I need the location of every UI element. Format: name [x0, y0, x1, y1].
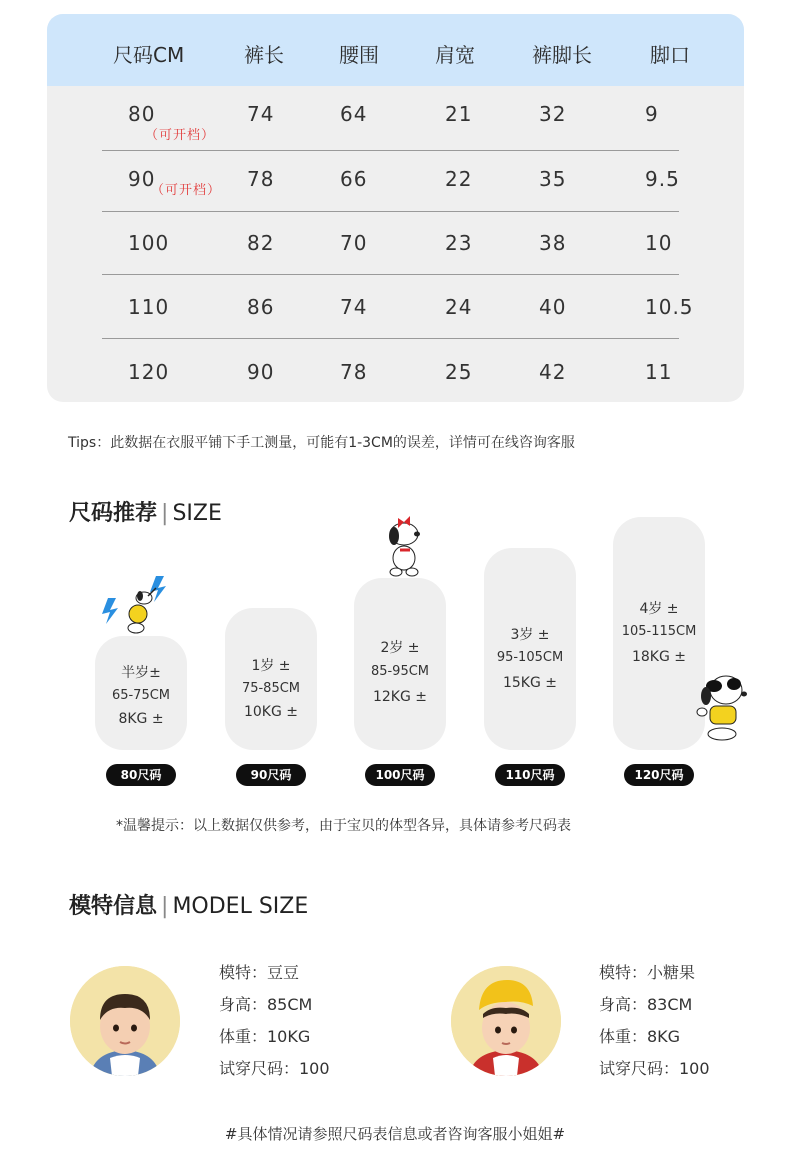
cartoon-dog-sunglasses-icon	[692, 668, 752, 744]
cell-size: 100	[128, 231, 170, 255]
cell-waist: 78	[340, 360, 368, 384]
model-fit-size: 试穿尺码：100	[219, 1059, 330, 1078]
model-height: 身高：85CM	[219, 995, 313, 1014]
cell-size: 110	[128, 295, 170, 319]
cell-hem: 11	[645, 360, 673, 384]
cell-leg-length: 42	[539, 360, 567, 384]
title-separator: |	[161, 894, 169, 919]
model-height: 身高：83CM	[599, 995, 693, 1014]
cell-shoulder: 24	[445, 295, 473, 319]
cell-pants-length: 82	[247, 231, 275, 255]
size-card-90	[225, 608, 317, 750]
cell-pants-length: 78	[247, 167, 275, 191]
header-waist: 腰围	[339, 43, 379, 67]
size-card-weight: 18KG ±	[631, 649, 687, 665]
cell-size: 120	[128, 360, 170, 384]
cell-leg-length: 32	[539, 102, 567, 126]
cell-hem: 9.5	[645, 167, 680, 191]
cell-shoulder: 25	[445, 360, 473, 384]
header-size: 尺码CM	[113, 43, 185, 67]
cell-waist: 66	[340, 167, 368, 191]
open-crotch-note: （可开档）	[151, 183, 222, 198]
cell-leg-length: 40	[539, 295, 567, 319]
footer-note: #具体情况请参照尺码表信息或者咨询客服小姐姐#	[224, 1125, 566, 1143]
size-recommend-title	[69, 496, 222, 527]
cell-pants-length: 74	[247, 102, 275, 126]
cell-waist: 64	[340, 102, 368, 126]
size-card-height: 105-115CM	[621, 624, 697, 639]
size-table	[47, 14, 744, 402]
child-portrait-icon	[451, 966, 561, 1076]
row-divider	[102, 150, 679, 151]
cell-shoulder: 22	[445, 167, 473, 191]
title-separator: |	[161, 501, 169, 526]
model-info-title-cn: 模特信息	[69, 894, 158, 919]
size-badge-110: 110尺码	[495, 764, 565, 786]
model-name: 模特：小糖果	[599, 963, 696, 982]
table-row	[47, 231, 744, 293]
model-weight: 体重：10KG	[219, 1027, 311, 1046]
size-card-age: 3岁 ±	[510, 627, 550, 643]
cartoon-dog-bow-icon	[380, 512, 428, 578]
cell-hem: 10	[645, 231, 673, 255]
cell-leg-length: 35	[539, 167, 567, 191]
table-row	[47, 167, 744, 229]
size-card-height: 85-95CM	[370, 664, 430, 679]
size-badge-90: 90尺码	[236, 764, 306, 786]
size-card-age: 1岁 ±	[251, 658, 291, 674]
model-weight: 体重：8KG	[599, 1027, 681, 1046]
size-card-age: 2岁 ±	[380, 640, 420, 656]
cell-size: 90	[128, 167, 156, 191]
open-crotch-note: （可开档）	[145, 128, 216, 143]
cell-size: 80	[128, 102, 156, 126]
size-table-header	[47, 14, 744, 86]
table-row	[47, 102, 744, 164]
size-recommend-title-cn: 尺码推荐	[69, 501, 158, 526]
row-divider	[102, 338, 679, 339]
model-info-title-en: MODEL SIZE	[172, 894, 309, 919]
size-card-weight: 8KG ±	[118, 711, 164, 727]
size-badge-120: 120尺码	[624, 764, 694, 786]
child-portrait-icon	[70, 966, 180, 1076]
size-card-weight: 12KG ±	[372, 689, 428, 705]
cell-leg-length: 38	[539, 231, 567, 255]
cartoon-dog-jumping-icon	[100, 574, 176, 638]
model-name: 模特：豆豆	[219, 963, 300, 982]
cell-hem: 10.5	[645, 295, 694, 319]
table-row	[47, 295, 744, 357]
row-divider	[102, 211, 679, 212]
row-divider	[102, 274, 679, 275]
header-leg-length: 裤脚长	[532, 43, 592, 67]
cell-shoulder: 21	[445, 102, 473, 126]
model-avatar	[70, 966, 180, 1076]
measurement-tips: Tips：此数据在衣服平铺下手工测量，可能有1-3CM的误差，详情可在线咨询客服	[68, 435, 575, 451]
size-card-weight: 15KG ±	[502, 675, 558, 691]
model-info-title	[69, 889, 308, 920]
size-badge-100: 100尺码	[365, 764, 435, 786]
size-disclaimer: *温馨提示：以上数据仅供参考，由于宝贝的体型各异，具体请参考尺码表	[116, 818, 571, 834]
cell-pants-length: 90	[247, 360, 275, 384]
size-card-height: 75-85CM	[241, 681, 301, 696]
model-fit-size: 试穿尺码：100	[599, 1059, 710, 1078]
cell-waist: 74	[340, 295, 368, 319]
cell-waist: 70	[340, 231, 368, 255]
size-card-age: 4岁 ±	[639, 601, 679, 617]
header-hem: 脚口	[650, 43, 690, 67]
size-recommend-title-en: SIZE	[172, 501, 222, 526]
cell-shoulder: 23	[445, 231, 473, 255]
size-card-age: 半岁±	[121, 665, 161, 681]
size-card-height: 95-105CM	[496, 650, 564, 665]
header-shoulder: 肩宽	[435, 43, 475, 67]
table-row	[47, 360, 744, 402]
header-pants-length: 裤长	[244, 43, 284, 67]
size-card-weight: 10KG ±	[243, 704, 299, 720]
size-card-110	[484, 548, 576, 750]
size-badge-80: 80尺码	[106, 764, 176, 786]
size-card-height: 65-75CM	[111, 688, 171, 703]
model-avatar	[451, 966, 561, 1076]
cell-hem: 9	[645, 102, 659, 126]
cell-pants-length: 86	[247, 295, 275, 319]
